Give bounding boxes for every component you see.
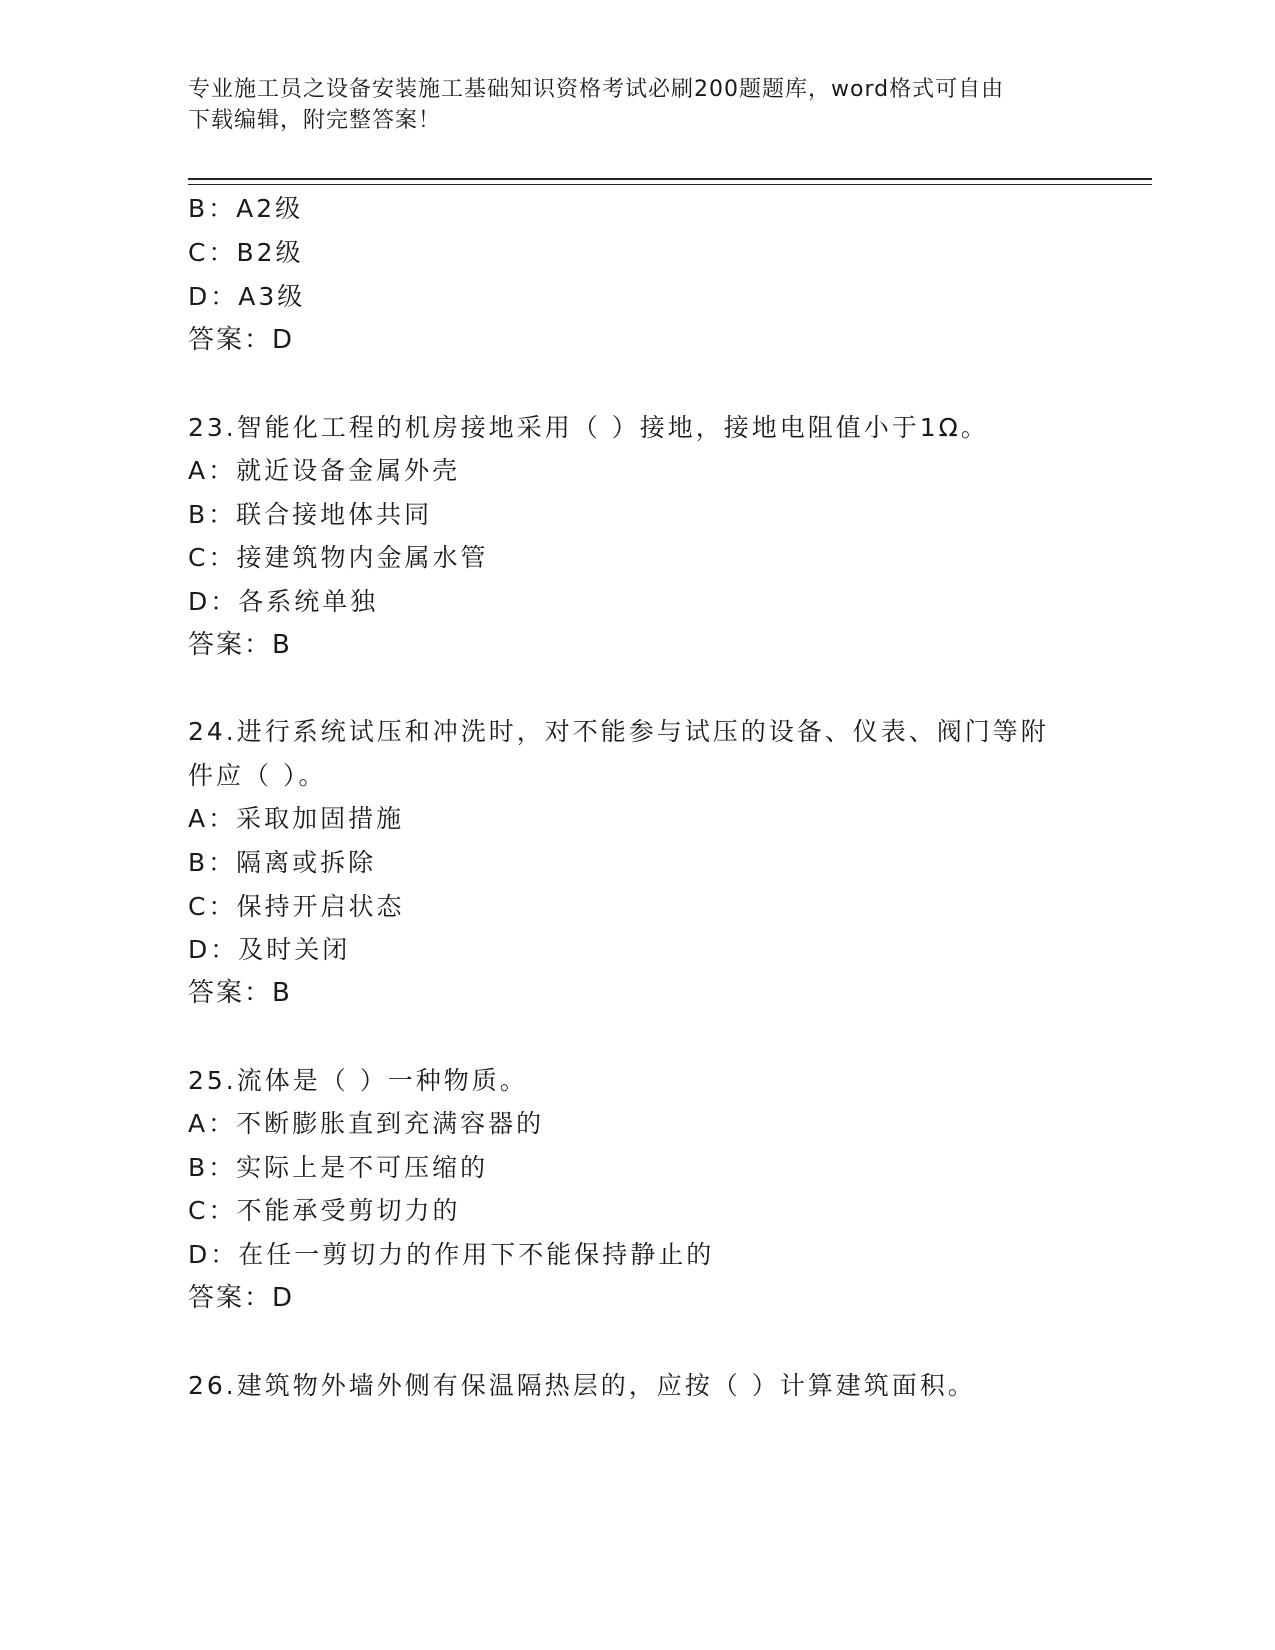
q24-option-c: C：保持开启状态 bbox=[188, 892, 405, 921]
q25-stem: 25.流体是（ ）一种物质。 bbox=[188, 1066, 528, 1095]
q22-answer: 答案：D bbox=[188, 325, 295, 355]
q24-answer: 答案：B bbox=[188, 978, 292, 1008]
q24-stem-line-1: 24.进行系统试压和冲洗时，对不能参与试压的设备、仪表、阀门等附 bbox=[188, 717, 1049, 746]
q23-option-b: B：联合接地体共同 bbox=[188, 500, 433, 529]
q25-option-b: B：实际上是不可压缩的 bbox=[188, 1153, 489, 1182]
q22-option-b: B：A2级 bbox=[188, 194, 304, 223]
header-line-2: 下载编辑，附完整答案！ bbox=[188, 108, 442, 133]
q24-option-d: D：及时关闭 bbox=[188, 935, 351, 964]
q22-option-d: D：A3级 bbox=[188, 282, 306, 311]
q24-option-a: A：采取加固措施 bbox=[188, 804, 405, 833]
q25-option-d: D：在任一剪切力的作用下不能保持静止的 bbox=[188, 1240, 715, 1269]
q23-answer: 答案：B bbox=[188, 630, 292, 660]
q23-option-d: D：各系统单独 bbox=[188, 587, 379, 616]
q25-answer: 答案：D bbox=[188, 1283, 295, 1313]
header-line-1: 专业施工员之设备安装施工基础知识资格考试必刷200题题库，word格式可自由 bbox=[188, 77, 1005, 102]
q22-option-c: C：B2级 bbox=[188, 238, 304, 267]
header-divider-thick bbox=[188, 178, 1152, 180]
q25-option-a: A：不断膨胀直到充满容器的 bbox=[188, 1109, 545, 1138]
document-header bbox=[188, 74, 1088, 136]
q23-option-a: A：就近设备金属外壳 bbox=[188, 456, 461, 485]
q25-option-c: C：不能承受剪切力的 bbox=[188, 1196, 461, 1225]
q26-stem: 26.建筑物外墙外侧有保温隔热层的，应按（ ）计算建筑面积。 bbox=[188, 1371, 976, 1400]
q24-stem-line-2: 件应（ ）。 bbox=[188, 761, 327, 790]
q23-stem: 23.智能化工程的机房接地采用（ ）接地，接地电阻值小于1Ω。 bbox=[188, 413, 989, 442]
header-divider-thin bbox=[188, 184, 1152, 185]
q23-option-c: C：接建筑物内金属水管 bbox=[188, 543, 489, 572]
q24-option-b: B：隔离或拆除 bbox=[188, 848, 377, 877]
